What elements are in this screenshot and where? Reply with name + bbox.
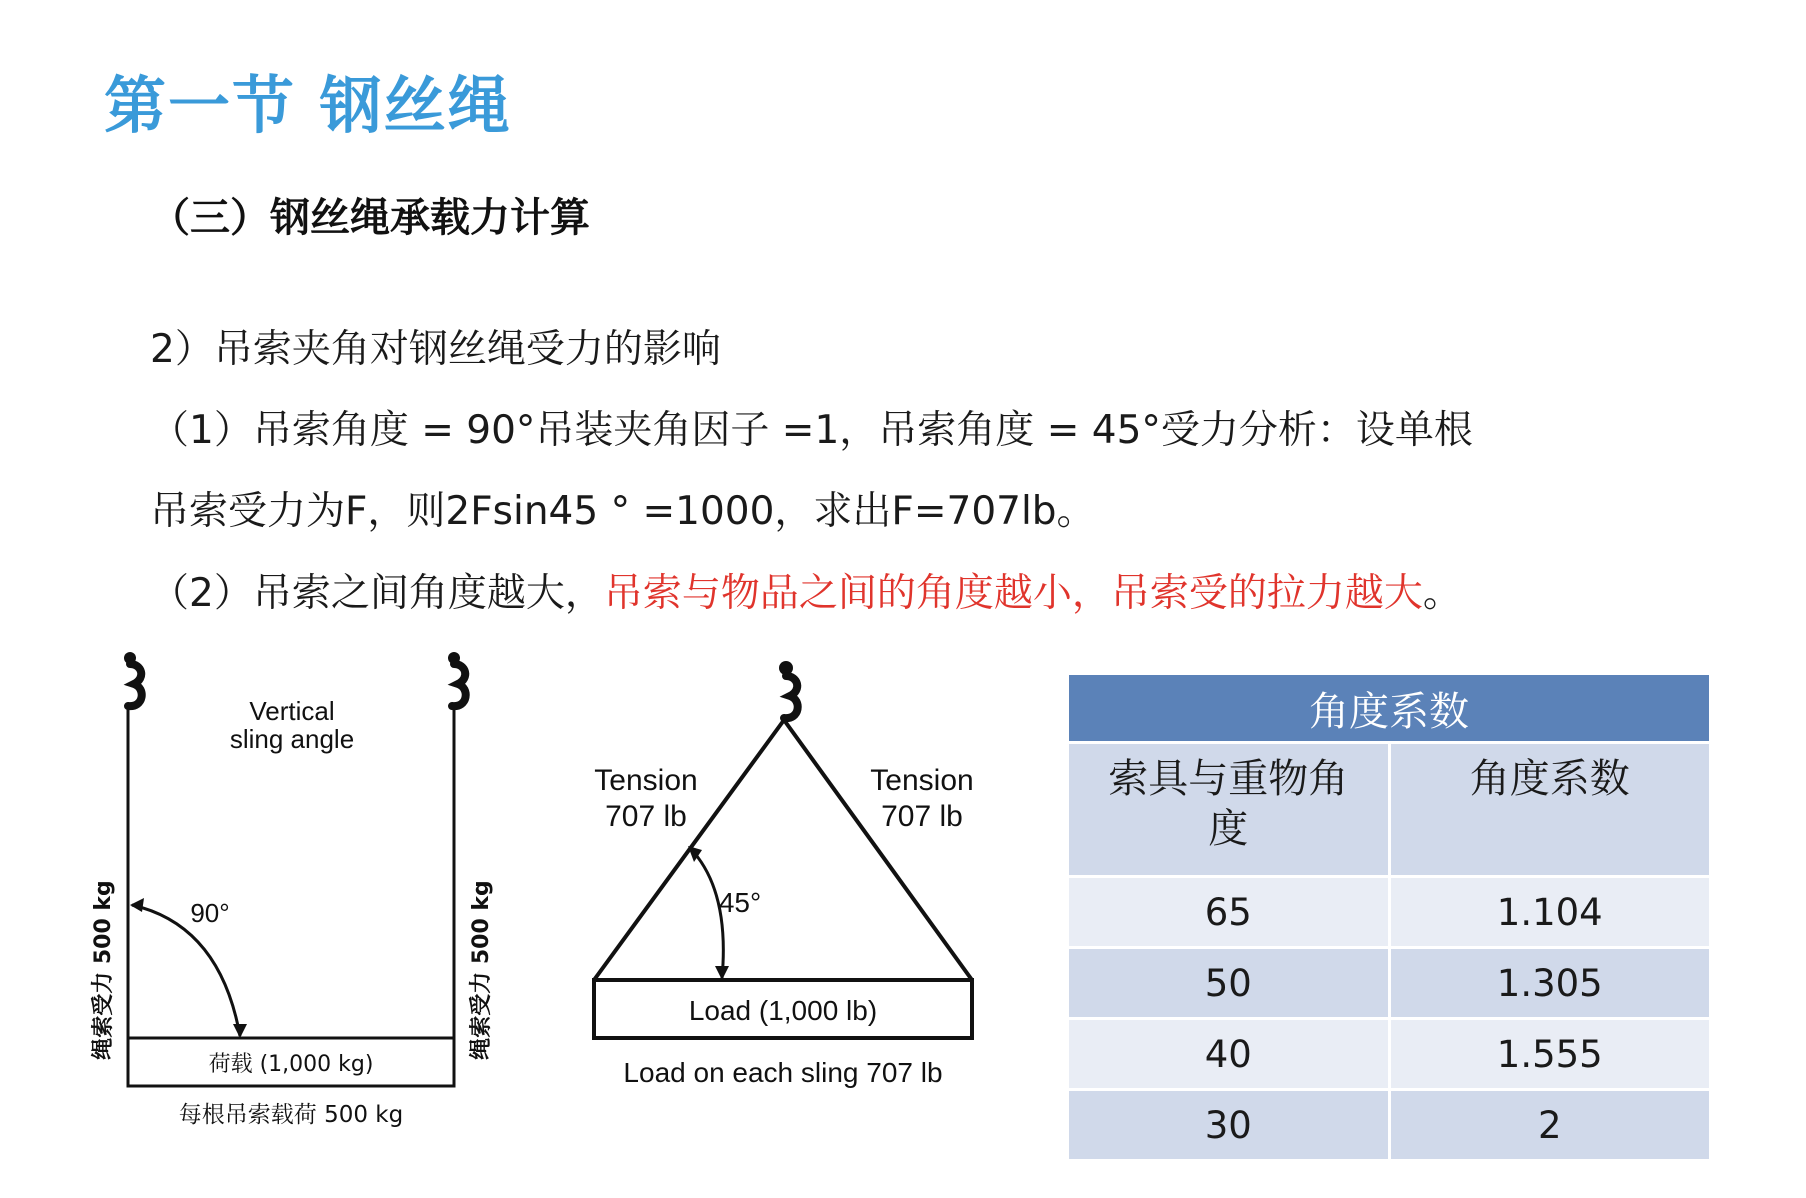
table-title: 角度系数 <box>1068 674 1711 743</box>
col1-header-line1: 索具与重物角 <box>1108 756 1349 802</box>
angle-cell: 30 <box>1068 1090 1390 1161</box>
line4-black-text: （2）吊索之间角度越大， <box>150 571 604 616</box>
bottom-label: Load on each sling 707 lb <box>623 1057 943 1088</box>
slide-title: 第一节 钢丝绳 <box>104 69 512 142</box>
body-line-4 <box>150 562 1462 618</box>
line4-red-text: 吊索与物品之间的角度越小，吊索受的拉力越大 <box>603 571 1423 616</box>
coef-cell: 1.555 <box>1389 1019 1711 1090</box>
left-tension-line1: Tension <box>594 764 698 797</box>
col1-header-line2: 度 <box>1208 806 1249 852</box>
right-tension-line2: 707 lb <box>881 800 963 833</box>
angle-cell: 65 <box>1068 877 1390 948</box>
angle-coefficient-table <box>1066 672 1712 1162</box>
vertical-sling-figure <box>80 640 500 1140</box>
col1-header <box>1068 743 1390 877</box>
left-hook-icon <box>124 652 142 706</box>
load-label: Load (1,000 lb) <box>688 995 878 1026</box>
arc-arrow-top <box>130 898 144 912</box>
table-row <box>1068 877 1711 948</box>
angle-cell: 50 <box>1068 948 1390 1019</box>
angled-sling-figure <box>580 650 1000 1110</box>
angle-cell: 40 <box>1068 1019 1390 1090</box>
col2-header: 角度系数 <box>1389 743 1711 877</box>
left-tension-line2: 707 lb <box>605 800 687 833</box>
coef-cell: 1.305 <box>1389 948 1711 1019</box>
table-row <box>1068 948 1711 1019</box>
left-sling <box>594 720 784 980</box>
table-header-row <box>1068 743 1711 877</box>
body-line-2: （1）吊索角度 = 90°吊装夹角因子 =1，吊索角度 = 45°受力分析：设单根 <box>150 408 1473 453</box>
angle-45-label: 45° <box>718 887 762 918</box>
section-heading: （三）钢丝绳承载力计算 <box>150 195 590 241</box>
vertical-label-line2: sling angle <box>229 724 355 754</box>
arc-arrow-bottom <box>715 966 729 980</box>
vertical-label-line1: Vertical <box>249 696 335 726</box>
line4-end-text: 。 <box>1422 571 1462 616</box>
bottom-label: 每根吊索载荷 500 kg <box>178 1102 404 1128</box>
top-hook-icon <box>779 661 798 718</box>
body-line-3: 吊索受力为F，则2Fsin45 ° =1000，求出F=707lb。 <box>150 489 1096 534</box>
right-hook-icon <box>448 652 466 706</box>
right-sling <box>784 720 972 980</box>
coef-cell: 2 <box>1389 1090 1711 1161</box>
table-row <box>1068 1090 1711 1161</box>
right-side-label: 绳索受力 500 kg <box>469 880 494 1060</box>
table-row <box>1068 1019 1711 1090</box>
arc-arrow-bottom <box>233 1024 247 1038</box>
load-label: 荷载 (1,000 kg) <box>208 1052 374 1077</box>
left-side-label: 绳索受力 500 kg <box>91 880 116 1060</box>
angle-90-label: 90° <box>190 898 230 928</box>
body-line-1: 2）吊索夹角对钢丝绳受力的影响 <box>150 327 721 372</box>
right-tension-line1: Tension <box>870 764 974 797</box>
coef-cell: 1.104 <box>1389 877 1711 948</box>
